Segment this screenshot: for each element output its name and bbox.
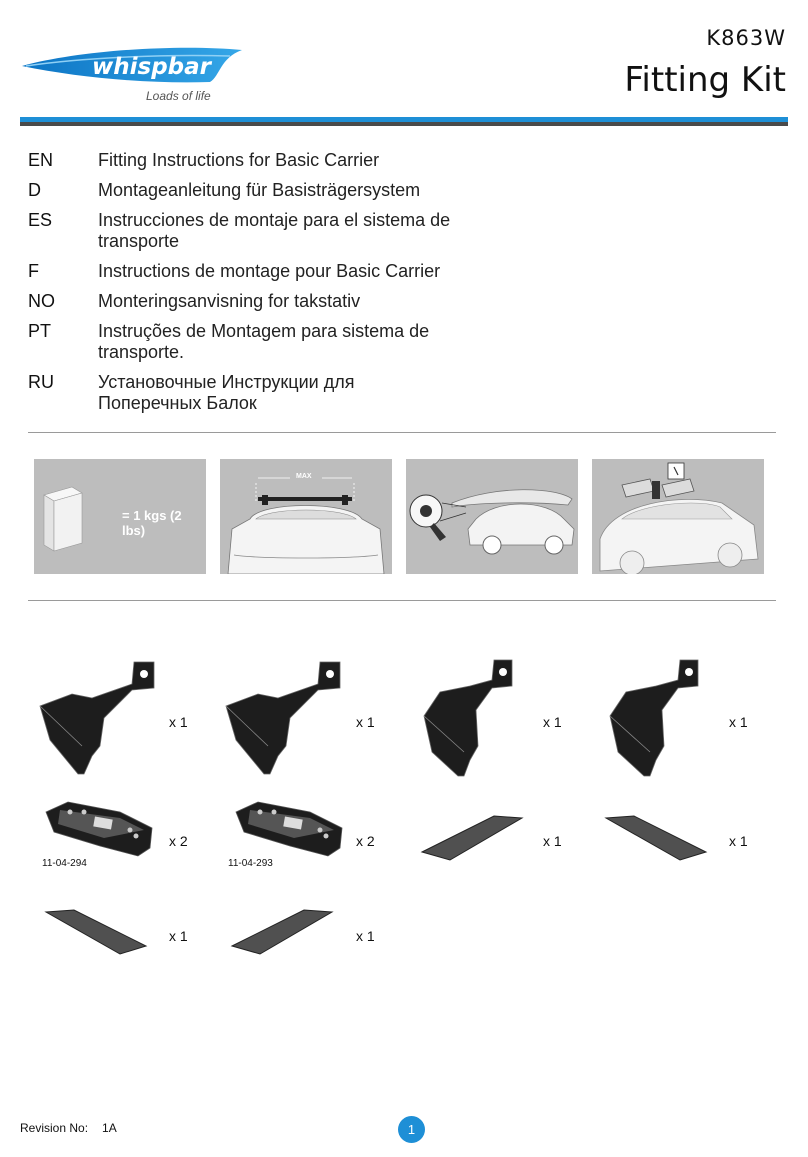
quantity-label: x 1 bbox=[356, 928, 375, 944]
lang-code: F bbox=[28, 261, 39, 281]
brand-name: whispbar bbox=[92, 54, 211, 80]
lang-text: Instructions de montage pour Basic Carrier bbox=[98, 261, 441, 281]
lang-code: EN bbox=[28, 150, 54, 170]
lang-code: NO bbox=[28, 291, 55, 311]
bracket-part-1 bbox=[34, 656, 164, 785]
lang-code: RU bbox=[28, 372, 54, 392]
lang-row-es bbox=[28, 210, 508, 252]
strap-panel bbox=[406, 459, 578, 574]
part-code: 11-04-294 bbox=[42, 858, 87, 869]
pad-part-3 bbox=[420, 814, 524, 867]
revision-value: 1A bbox=[102, 1121, 117, 1135]
part-code: 11-04-293 bbox=[228, 858, 273, 869]
car-load-icon bbox=[592, 459, 764, 574]
car-strap-icon bbox=[406, 459, 578, 574]
foot-part-2 bbox=[230, 798, 350, 865]
quantity-label: x 1 bbox=[169, 714, 188, 730]
header-bar bbox=[20, 113, 788, 122]
max-height-panel bbox=[220, 459, 392, 574]
bracket-part-4 bbox=[600, 656, 710, 785]
divider bbox=[28, 432, 776, 433]
whispbar-logo bbox=[20, 36, 250, 106]
lang-row-f bbox=[28, 261, 508, 282]
page-title: Fitting Kit bbox=[624, 60, 786, 100]
quantity-label: x 1 bbox=[543, 833, 562, 849]
bracket-part-2 bbox=[220, 656, 350, 785]
lang-text: Montageanleitung für Basisträgersystem bbox=[98, 180, 421, 200]
lang-text: Instrucciones de montaje para el sistema de transporte bbox=[98, 210, 451, 251]
revision-info bbox=[20, 1121, 117, 1135]
pad-part-5 bbox=[44, 908, 148, 961]
lang-code: PT bbox=[28, 321, 52, 341]
lang-row-en bbox=[28, 150, 508, 171]
divider bbox=[28, 600, 776, 601]
revision-label: Revision No: bbox=[20, 1121, 89, 1135]
bracket-part-3 bbox=[414, 656, 524, 785]
quantity-label: x 1 bbox=[169, 928, 188, 944]
lang-text: Instruções de Montagem para sistema de transporte. bbox=[98, 321, 430, 362]
page-number-badge: 1 bbox=[398, 1116, 425, 1143]
lang-row-ru bbox=[28, 372, 508, 414]
foot-part-1 bbox=[40, 798, 160, 865]
quantity-label: x 2 bbox=[356, 833, 375, 849]
lang-row-d bbox=[28, 180, 508, 201]
language-list bbox=[28, 150, 508, 423]
brand-tagline: Loads of life bbox=[146, 89, 211, 103]
load-panel bbox=[592, 459, 764, 574]
quantity-label: x 1 bbox=[356, 714, 375, 730]
quantity-label: x 2 bbox=[169, 833, 188, 849]
lang-row-pt bbox=[28, 321, 508, 363]
lang-code: ES bbox=[28, 210, 53, 230]
lang-text: Monteringsanvisning for takstativ bbox=[98, 291, 361, 311]
lang-text: Установочные Инструкции для Поперечных Балок bbox=[98, 372, 355, 413]
lang-row-no bbox=[28, 291, 508, 312]
quantity-label: x 1 bbox=[729, 833, 748, 849]
weight-panel bbox=[34, 459, 206, 574]
lang-code: D bbox=[28, 180, 41, 200]
pad-part-6 bbox=[230, 908, 334, 961]
lang-text: Fitting Instructions for Basic Carrier bbox=[98, 150, 380, 170]
pad-part-4 bbox=[604, 814, 708, 867]
quantity-label: x 1 bbox=[729, 714, 748, 730]
quantity-label: x 1 bbox=[543, 714, 562, 730]
weight-label: = 1 kgs (2 lbs) bbox=[122, 508, 182, 538]
max-label: MAX bbox=[296, 473, 312, 480]
model-number: K863W bbox=[706, 26, 786, 50]
